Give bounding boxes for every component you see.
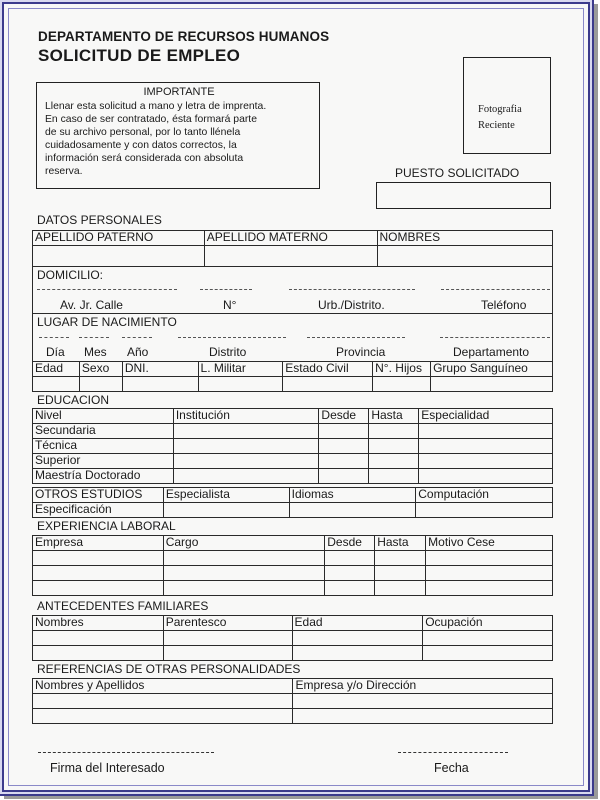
references-table bbox=[32, 678, 553, 724]
header-estado-civil: Estado Civil bbox=[283, 362, 373, 377]
section-title-personal: DATOS PERSONALES bbox=[37, 213, 162, 227]
departamento-line[interactable] bbox=[440, 337, 550, 338]
table-row bbox=[33, 709, 553, 724]
distrito-nac-label: Distrito bbox=[209, 345, 247, 359]
header-parentesco: Parentesco bbox=[163, 616, 292, 631]
section-title-experience: EXPERIENCIA LABORAL bbox=[37, 519, 176, 533]
notice-line: En caso de ser contratado, ésta formará parte bbox=[45, 114, 257, 125]
anio-line[interactable] bbox=[122, 337, 152, 338]
table-header-row bbox=[33, 409, 553, 424]
table-row bbox=[33, 566, 553, 581]
mes-line[interactable] bbox=[79, 337, 109, 338]
level-label: Superior bbox=[33, 454, 174, 469]
motivo-cese-field[interactable] bbox=[426, 566, 553, 581]
hasta-field[interactable] bbox=[369, 424, 419, 439]
frame-shadow-bottom bbox=[4, 794, 598, 799]
other-studies-table bbox=[32, 487, 553, 518]
ocupacion-field[interactable] bbox=[423, 646, 553, 661]
table-row bbox=[33, 551, 553, 566]
header-edad: Edad bbox=[292, 616, 423, 631]
header-cargo: Cargo bbox=[163, 536, 325, 551]
header-empresa: Empresa bbox=[33, 536, 164, 551]
frame-shadow-right bbox=[592, 4, 598, 796]
personal-info-table bbox=[32, 361, 553, 392]
cargo-field[interactable] bbox=[163, 581, 325, 596]
apellido-materno-field[interactable] bbox=[204, 246, 377, 267]
header-numero-hijos: N°. Hijos bbox=[373, 362, 431, 377]
especialidad-field[interactable] bbox=[419, 439, 553, 454]
form-title: SOLICITUD DE EMPLEO bbox=[38, 46, 241, 65]
section-title-education: EDUCACION bbox=[37, 393, 110, 407]
calle-label: Av. Jr. Calle bbox=[60, 298, 123, 312]
hasta-field[interactable] bbox=[375, 551, 426, 566]
nombres-field[interactable] bbox=[377, 246, 552, 267]
table-header-row bbox=[33, 488, 553, 503]
table-row bbox=[33, 469, 553, 484]
signature-label: Firma del Interesado bbox=[50, 761, 165, 775]
hasta-field[interactable] bbox=[369, 439, 419, 454]
empresa-field[interactable] bbox=[33, 581, 164, 596]
notice-line: de su archivo personal, por lo tanto llénela bbox=[45, 127, 241, 138]
nombres-apellidos-field[interactable] bbox=[33, 694, 293, 709]
numero-line[interactable] bbox=[200, 289, 252, 290]
header-hasta: Hasta bbox=[369, 409, 419, 424]
ocupacion-field[interactable] bbox=[423, 631, 553, 646]
libreta-militar-field[interactable] bbox=[198, 377, 283, 392]
header-computacion: Computación bbox=[416, 488, 553, 503]
desde-field[interactable] bbox=[319, 424, 369, 439]
notice-heading: IMPORTANTE bbox=[143, 86, 215, 98]
institucion-field[interactable] bbox=[173, 469, 319, 484]
institucion-field[interactable] bbox=[173, 454, 319, 469]
desde-field[interactable] bbox=[319, 454, 369, 469]
table-row bbox=[33, 246, 553, 267]
signature-line[interactable] bbox=[38, 752, 214, 753]
anio-label: Año bbox=[127, 345, 149, 359]
header-especialidad: Especialidad bbox=[419, 409, 553, 424]
header-hasta: Hasta bbox=[375, 536, 426, 551]
header-especialista: Especialista bbox=[163, 488, 289, 503]
header-apellido-materno: APELLIDO MATERNO bbox=[204, 231, 377, 246]
desde-field[interactable] bbox=[325, 581, 375, 596]
header-grupo-sanguineo: Grupo Sanguíneo bbox=[431, 362, 553, 377]
header-desde: Desde bbox=[319, 409, 369, 424]
hasta-field[interactable] bbox=[375, 581, 426, 596]
table-row bbox=[33, 646, 553, 661]
photo-label-line2: Reciente bbox=[478, 120, 515, 131]
table-header-row bbox=[33, 616, 553, 631]
family-table bbox=[32, 615, 553, 661]
header-institucion: Institución bbox=[173, 409, 319, 424]
empresa-direccion-field[interactable] bbox=[293, 694, 553, 709]
header-apellido-paterno: APELLIDO PATERNO bbox=[33, 231, 205, 246]
hasta-field[interactable] bbox=[375, 566, 426, 581]
telefono-label: Teléfono bbox=[481, 298, 527, 312]
empresa-field[interactable] bbox=[33, 566, 164, 581]
especialista-field[interactable] bbox=[163, 503, 289, 518]
header-desde: Desde bbox=[325, 536, 375, 551]
table-row bbox=[33, 631, 553, 646]
institucion-field[interactable] bbox=[173, 424, 319, 439]
header-dni: DNI. bbox=[122, 362, 198, 377]
table-row bbox=[33, 377, 553, 392]
table-row bbox=[33, 694, 553, 709]
estado-civil-field[interactable] bbox=[283, 377, 373, 392]
distrito-line[interactable] bbox=[289, 289, 415, 290]
header-nombres-apellidos: Nombres y Apellidos bbox=[33, 679, 293, 694]
nombres-field[interactable] bbox=[33, 646, 164, 661]
motivo-cese-field[interactable] bbox=[426, 551, 553, 566]
level-label: Técnica bbox=[33, 439, 174, 454]
grupo-sanguineo-field[interactable] bbox=[431, 377, 553, 392]
parentesco-field[interactable] bbox=[163, 646, 292, 661]
table-row bbox=[33, 439, 553, 454]
sexo-field[interactable] bbox=[79, 377, 122, 392]
especialidad-field[interactable] bbox=[419, 454, 553, 469]
header-nombres: Nombres bbox=[33, 616, 164, 631]
education-table bbox=[32, 408, 553, 484]
desde-field[interactable] bbox=[319, 469, 369, 484]
departamento-label: Departamento bbox=[453, 345, 530, 359]
hasta-field[interactable] bbox=[369, 454, 419, 469]
names-table bbox=[32, 230, 553, 267]
header-libreta-militar: L. Militar bbox=[198, 362, 283, 377]
notice-line: información será considerada con absoluta bbox=[45, 153, 244, 164]
date-line[interactable] bbox=[398, 752, 508, 753]
numero-hijos-field[interactable] bbox=[373, 377, 431, 392]
edad-field[interactable] bbox=[33, 377, 80, 392]
section-title-references: REFERENCIAS DE OTRAS PERSONALIDADES bbox=[37, 662, 301, 676]
photo-box[interactable] bbox=[463, 57, 551, 154]
table-header-row bbox=[33, 231, 553, 246]
notice-line: Llenar esta solicitud a mano y letra de imprenta. bbox=[45, 101, 267, 112]
table-header-row bbox=[33, 679, 553, 694]
dni-field[interactable] bbox=[122, 377, 198, 392]
nombres-field[interactable] bbox=[33, 631, 164, 646]
especialidad-field[interactable] bbox=[419, 424, 553, 439]
domicilio-label: DOMICILIO: bbox=[37, 268, 104, 282]
header-sexo: Sexo bbox=[79, 362, 122, 377]
motivo-cese-field[interactable] bbox=[426, 581, 553, 596]
level-label: Secundaria bbox=[33, 424, 174, 439]
header-nivel: Nivel bbox=[33, 409, 174, 424]
hasta-field[interactable] bbox=[369, 469, 419, 484]
especialidad-field[interactable] bbox=[419, 469, 553, 484]
calle-line[interactable] bbox=[37, 289, 177, 290]
date-label: Fecha bbox=[434, 761, 469, 775]
cargo-field[interactable] bbox=[163, 566, 325, 581]
header-ocupacion: Ocupación bbox=[423, 616, 553, 631]
idiomas-field[interactable] bbox=[289, 503, 416, 518]
desde-field[interactable] bbox=[325, 566, 375, 581]
cargo-field[interactable] bbox=[163, 551, 325, 566]
level-label: Maestría Doctorado bbox=[33, 469, 174, 484]
table-row bbox=[33, 503, 553, 518]
edad-field[interactable] bbox=[292, 631, 423, 646]
table-header-row bbox=[33, 536, 553, 551]
notice-line: reserva. bbox=[45, 166, 83, 177]
experience-table bbox=[32, 535, 553, 596]
table-row bbox=[33, 581, 553, 596]
table-header-row bbox=[33, 362, 553, 377]
computacion-field[interactable] bbox=[416, 503, 553, 518]
table-row bbox=[33, 454, 553, 469]
dia-label: Día bbox=[46, 345, 65, 359]
desde-field[interactable] bbox=[319, 439, 369, 454]
empresa-direccion-field[interactable] bbox=[293, 709, 553, 724]
header-edad: Edad bbox=[33, 362, 80, 377]
empresa-field[interactable] bbox=[33, 551, 164, 566]
telefono-line[interactable] bbox=[441, 289, 550, 290]
dia-line[interactable] bbox=[39, 337, 69, 338]
edad-field[interactable] bbox=[292, 646, 423, 661]
especificacion-label: Especificación bbox=[33, 503, 164, 518]
header-empresa-direccion: Empresa y/o Dirección bbox=[293, 679, 553, 694]
header-otros-estudios: OTROS ESTUDIOS bbox=[33, 488, 164, 503]
desde-field[interactable] bbox=[325, 551, 375, 566]
mes-label: Mes bbox=[84, 345, 107, 359]
nacimiento-label: LUGAR DE NACIMIENTO bbox=[37, 315, 177, 329]
distrito-nac-line[interactable] bbox=[178, 337, 286, 338]
apellido-paterno-field[interactable] bbox=[33, 246, 205, 267]
institucion-field[interactable] bbox=[173, 439, 319, 454]
parentesco-field[interactable] bbox=[163, 631, 292, 646]
header-nombres: NOMBRES bbox=[377, 231, 552, 246]
important-notice-box bbox=[36, 82, 320, 189]
header-idiomas: Idiomas bbox=[289, 488, 416, 503]
header-motivo-cese: Motivo Cese bbox=[426, 536, 553, 551]
nombres-apellidos-field[interactable] bbox=[33, 709, 293, 724]
table-row bbox=[33, 424, 553, 439]
provincia-line[interactable] bbox=[307, 337, 405, 338]
position-field[interactable] bbox=[376, 182, 551, 209]
position-label: PUESTO SOLICITADO bbox=[395, 166, 520, 180]
numero-label: N° bbox=[223, 298, 237, 312]
provincia-label: Provincia bbox=[336, 345, 386, 359]
distrito-label: Urb./Distrito. bbox=[318, 298, 385, 312]
photo-label-line1: Fotografia bbox=[478, 104, 522, 115]
department-heading: DEPARTAMENTO DE RECURSOS HUMANOS bbox=[38, 29, 330, 44]
section-title-family: ANTECEDENTES FAMILIARES bbox=[37, 599, 209, 613]
notice-line: cuidadosamente y con datos correctos, la bbox=[45, 140, 237, 151]
